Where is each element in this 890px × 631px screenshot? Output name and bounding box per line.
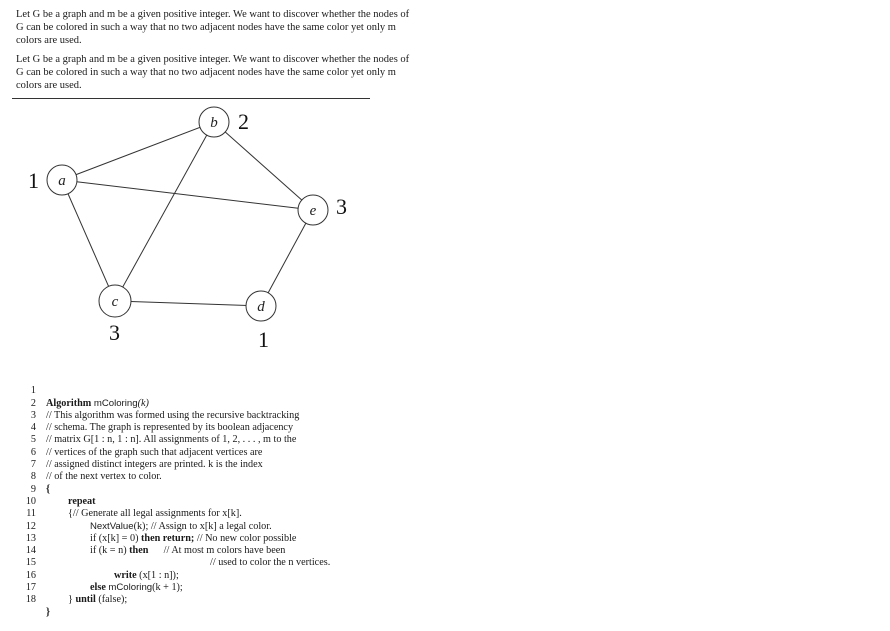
code-comment: {// Generate all legal assignments for x[k].: [68, 508, 242, 520]
line-number: 1: [30, 385, 36, 397]
then-return-keyword: then return;: [141, 532, 195, 544]
edge-b-c: [115, 122, 214, 301]
line-number: 15: [25, 557, 36, 569]
node-b-label: b: [210, 115, 218, 131]
line-number: 11: [26, 508, 36, 520]
code-comment: // assigned distinct integers are printed. k is the index: [46, 459, 263, 471]
intro-paragraph-1: Let G be a graph and m be a given positive integer. We want to discover whether the nodes of G can be colored in such a way that no two adjacent nodes have the same color yet only m colors are used.: [16, 9, 410, 46]
write-keyword: write: [114, 569, 137, 581]
line-number: 16: [25, 569, 36, 581]
line-number: 4: [30, 422, 36, 434]
then-keyword: then: [129, 545, 149, 557]
line-number: 17: [25, 582, 36, 594]
nextvalue-call: NextValue: [90, 520, 134, 532]
else-keyword: else: [90, 582, 109, 594]
code-text: }: [68, 594, 76, 606]
algorithm-listing: [18, 373, 331, 618]
intro-paragraph-2: Let G be a graph and m be a given positive integer. We want to discover whether the nodes of G can be colored in such a way that no two adjacent nodes have the same color yet only m colors are used.: [16, 54, 410, 91]
line-number: 12: [25, 520, 36, 532]
node-a-label: a: [58, 173, 66, 189]
code-line-1: [18, 373, 149, 409]
line-number: 5: [30, 434, 36, 446]
algorithm-keyword: Algorithm: [46, 397, 92, 409]
graph-figure: [0, 100, 420, 360]
node-e-label: e: [309, 203, 317, 219]
node-a-color-number: 1: [28, 168, 39, 193]
line-number: 6: [30, 446, 36, 458]
code-comment: // vertices of the graph such that adjacent vertices are: [46, 446, 263, 458]
line-number: 14: [25, 545, 36, 557]
open-brace: {: [46, 483, 51, 495]
node-c-color-number: 3: [109, 320, 120, 345]
edge-a-b: [62, 122, 214, 180]
edge-a-e: [62, 180, 313, 210]
graph-edges: [62, 122, 313, 306]
line-number: 10: [25, 495, 36, 507]
code-text: if (x[k] = 0): [90, 532, 142, 544]
edge-a-c: [62, 180, 115, 301]
recursive-call: mColoring: [108, 582, 153, 594]
line-number: 13: [25, 532, 36, 544]
code-comment: // of the next vertex to color.: [46, 471, 162, 483]
node-d-label: d: [257, 299, 265, 315]
close-brace: }: [46, 606, 51, 618]
code-comment: // At most m colors have been: [148, 545, 286, 557]
node-b-color-number: 2: [238, 109, 249, 134]
code-comment: // schema. The graph is represented by its boolean adjacency: [46, 422, 294, 434]
code-line-8: [18, 459, 51, 495]
until-keyword: until: [75, 594, 96, 606]
code-text: (false);: [95, 594, 128, 606]
node-c-label: c: [111, 294, 119, 310]
code-comment: // This algorithm was formed using the recursive backtracking: [46, 409, 300, 421]
edge-d-e: [261, 210, 313, 306]
algorithm-name: mColoring: [93, 397, 138, 409]
line-number: 9: [30, 483, 36, 495]
edge-c-d: [115, 301, 261, 306]
node-e-color-number: 3: [336, 194, 347, 219]
edge-b-e: [214, 122, 313, 210]
line-number: 8: [30, 471, 36, 483]
repeat-keyword: repeat: [68, 495, 96, 507]
code-text: (k); // Assign to x[k] a legal color.: [133, 520, 272, 532]
code-text: (k + 1);: [152, 582, 183, 594]
line-number: 3: [30, 409, 36, 421]
code-comment: // No new color possible: [194, 532, 297, 544]
line-number: 2: [30, 397, 36, 409]
code-text: (x[1 : n]);: [136, 569, 179, 581]
code-text: if (k = n): [90, 545, 130, 557]
code-comment: // used to color the n vertices.: [210, 557, 331, 569]
divider: [12, 98, 370, 99]
algorithm-param: (k): [137, 397, 149, 409]
node-d-color-number: 1: [258, 327, 269, 352]
code-comment: // matrix G[1 : n, 1 : n]. All assignments of 1, 2, . . . , m to the: [46, 434, 297, 446]
line-number: 18: [25, 594, 36, 606]
line-number: 7: [30, 459, 36, 471]
